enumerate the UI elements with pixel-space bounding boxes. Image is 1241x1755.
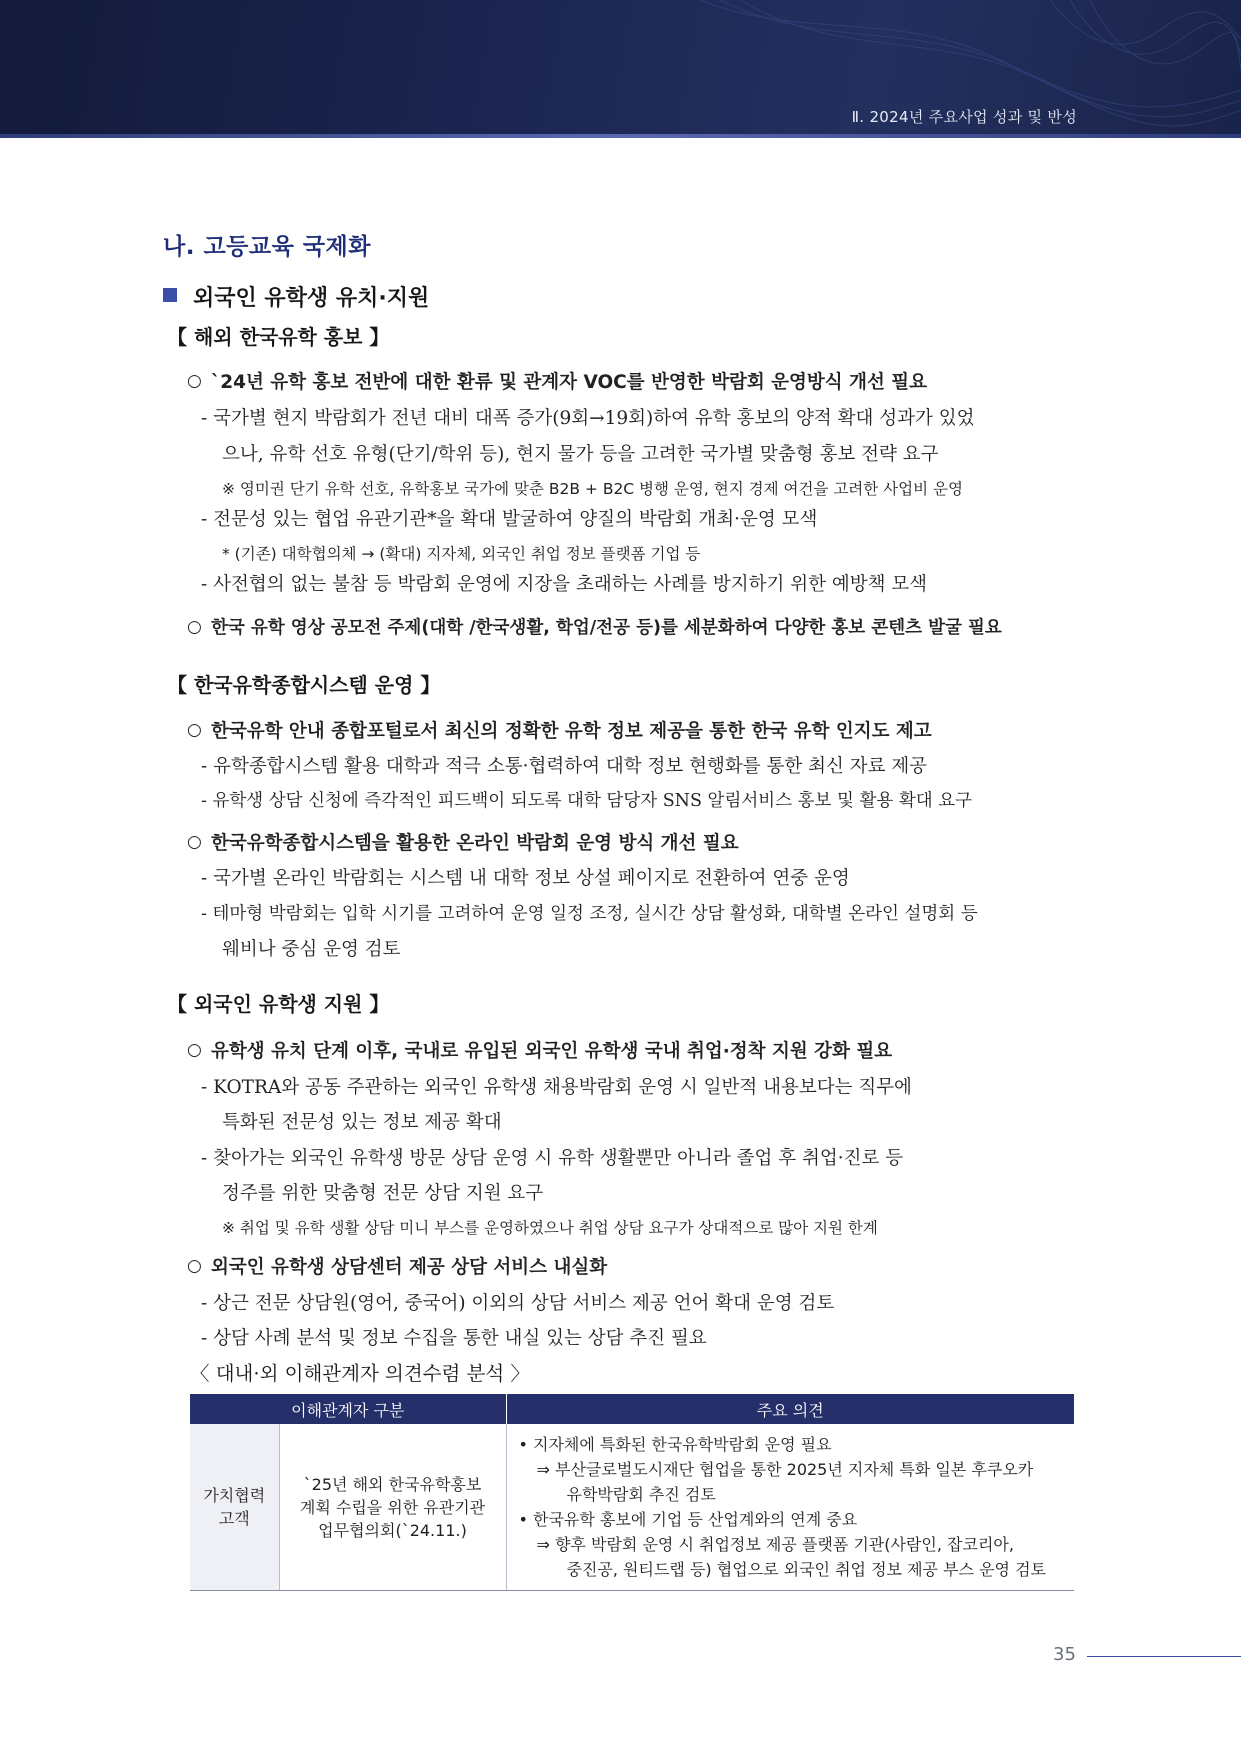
dash-item: - 국가별 현지 박람회가 전년 대비 대폭 증가(9회→19회)하여 유학 홍보의 양적 확대 성과가 있었 <box>201 408 975 429</box>
table-caption: 〈 대내·외 이해관계자 의견수렴 분석 〉 <box>190 1362 530 1385</box>
circle-item: 한국유학 안내 종합포털로서 최신의 정확한 유학 정보 제공을 통한 한국 유학 인지도 제고 <box>211 721 932 742</box>
dash-item: - 사전협의 없는 불참 등 박람회 운영에 지장을 초래하는 사례를 방지하기 위한 예방책 모색 <box>201 574 928 595</box>
opinion-bullet: • 지자체에 특화된 한국유학박람회 운영 필요 <box>518 1435 832 1454</box>
continuation-line: 으나, 유학 선호 유형(단기/학위 등), 현지 물가 등을 고려한 국가별 맞춤형 홍보 전략 요구 <box>222 444 939 465</box>
dash-item: - 전문성 있는 협업 유관기관*을 확대 발굴하여 양질의 박람회 개최·운영 모색 <box>201 509 818 530</box>
circle-item: 한국유학종합시스템을 활용한 온라인 박람회 운영 방식 개선 필요 <box>211 833 739 854</box>
opinion-result-cont: 유학박람회 추진 검토 <box>566 1485 716 1504</box>
meeting-cell <box>279 1424 506 1591</box>
dash-item: - 상근 전문 상담원(영어, 중국어) 이외의 상담 서비스 제공 언어 확대 운영 검토 <box>201 1293 835 1314</box>
dash-item: - 국가별 온라인 박람회는 시스템 내 대학 정보 상설 페이지로 전환하여 연중 운영 <box>201 868 850 889</box>
page-number: 35 <box>1053 1644 1076 1665</box>
table-header-stakeholder: 이해관계자 구분 <box>190 1394 506 1424</box>
opinion-result: ⇒ 부산글로벌도시재단 협업을 통한 2025년 지자체 특화 일본 후쿠오카 <box>536 1460 1034 1479</box>
dash-item: - 찾아가는 외국인 유학생 방문 상담 운영 시 유학 생활뿐만 아니라 졸업 후 취업·진로 등 <box>201 1148 904 1169</box>
continuation-line: 정주를 위한 맞춤형 전문 상담 지원 요구 <box>222 1183 544 1204</box>
circle-item: `24년 유학 홍보 전반에 대한 환류 및 관계자 VOC를 반영한 박람회 운영방식 개선 필요 <box>211 372 928 393</box>
subsection-title: 외국인 유학생 유치·지원 <box>193 286 430 311</box>
meeting-text: 업무협의회(`24.11.) <box>318 1520 467 1540</box>
circle-bullet-icon: ○ <box>187 617 202 637</box>
circle-item: 한국 유학 영상 공모전 주제(대학 /한국생활, 학업/전공 등)를 세분화하여 다양한 홍보 콘텐츠 발굴 필요 <box>211 618 1002 638</box>
dash-item: - 유학생 상담 신청에 즉각적인 피드백이 되도록 대학 담당자 SNS 알림서비스 홍보 및 활용 확대 요구 <box>201 791 973 811</box>
circle-item: 외국인 유학생 상담센터 제공 상담 서비스 내실화 <box>211 1257 608 1278</box>
note-line: ※ 취업 및 유학 생활 상담 미니 부스를 운영하였으나 취업 상담 요구가 상대적으로 많아 지원 한계 <box>222 1219 878 1237</box>
meeting-text: `25년 해외 한국유학홍보 <box>303 1474 482 1494</box>
circle-bullet-icon: ○ <box>187 832 202 852</box>
group-title: 【 해외 한국유학 홍보 】 <box>167 325 390 349</box>
circle-bullet-icon: ○ <box>187 371 202 391</box>
group-title: 【 외국인 유학생 지원 】 <box>167 992 390 1016</box>
dash-item: - KOTRA와 공동 주관하는 외국인 유학생 채용박람회 운영 시 일반적 내용보다는 직무에 <box>201 1077 912 1098</box>
dash-item: - 유학종합시스템 활용 대학과 적극 소통·협력하여 대학 정보 현행화를 통한 최신 자료 제공 <box>201 756 928 777</box>
note-line: ※ 영미권 단기 유학 선호, 유학홍보 국가에 맞춘 B2B + B2C 병행 운영, 현지 경제 여건을 고려한 사업비 운영 <box>222 480 963 498</box>
square-bullet-icon <box>163 288 177 302</box>
stakeholder-category-cell <box>190 1424 279 1591</box>
opinion-result: ⇒ 향후 박람회 운영 시 취업정보 제공 플랫폼 기관(사람인, 잡코리아, <box>536 1535 1014 1554</box>
chapter-heading: Ⅱ. 2024년 주요사업 성과 및 반성 <box>851 108 1077 126</box>
opinion-bullet: • 한국유학 홍보에 기업 등 산업계와의 연계 중요 <box>518 1510 858 1529</box>
circle-bullet-icon: ○ <box>187 720 202 740</box>
category-text: 고객 <box>218 1509 250 1528</box>
group-title: 【 한국유학종합시스템 운영 】 <box>167 673 441 697</box>
table-header-row <box>190 1394 1074 1424</box>
header-banner <box>0 0 1241 138</box>
section-title: 나. 고등교육 국제화 <box>163 234 371 260</box>
table-header-opinions: 주요 의견 <box>506 1394 1074 1424</box>
meeting-text: 계획 수립을 위한 유관기관 <box>299 1497 486 1517</box>
category-text: 가치협력 <box>203 1486 266 1505</box>
circle-bullet-icon: ○ <box>187 1256 202 1276</box>
footer-rule <box>1087 1656 1241 1657</box>
opinion-result-cont: 중진공, 원티드랩 등) 협업으로 외국인 취업 정보 제공 부스 운영 검토 <box>566 1560 1047 1579</box>
opinions-cell <box>506 1424 1074 1591</box>
table-row <box>190 1424 1074 1591</box>
circle-bullet-icon: ○ <box>187 1040 202 1060</box>
dash-item: - 상담 사례 분석 및 정보 수집을 통한 내실 있는 상담 추진 필요 <box>201 1328 707 1349</box>
dash-item: - 테마형 박람회는 입학 시기를 고려하여 운영 일정 조정, 실시간 상담 활성화, 대학별 온라인 설명회 등 <box>201 904 978 924</box>
note-line: * (기존) 대학협의체 → (확대) 지자체, 외국인 취업 정보 플랫폼 기업 등 <box>222 545 701 563</box>
stakeholder-table <box>190 1394 1074 1591</box>
circle-item: 유학생 유치 단계 이후, 국내로 유입된 외국인 유학생 국내 취업·정착 지원 강화 필요 <box>211 1041 893 1062</box>
continuation-line: 웨비나 중심 운영 검토 <box>222 939 401 960</box>
continuation-line: 특화된 전문성 있는 정보 제공 확대 <box>222 1112 502 1133</box>
